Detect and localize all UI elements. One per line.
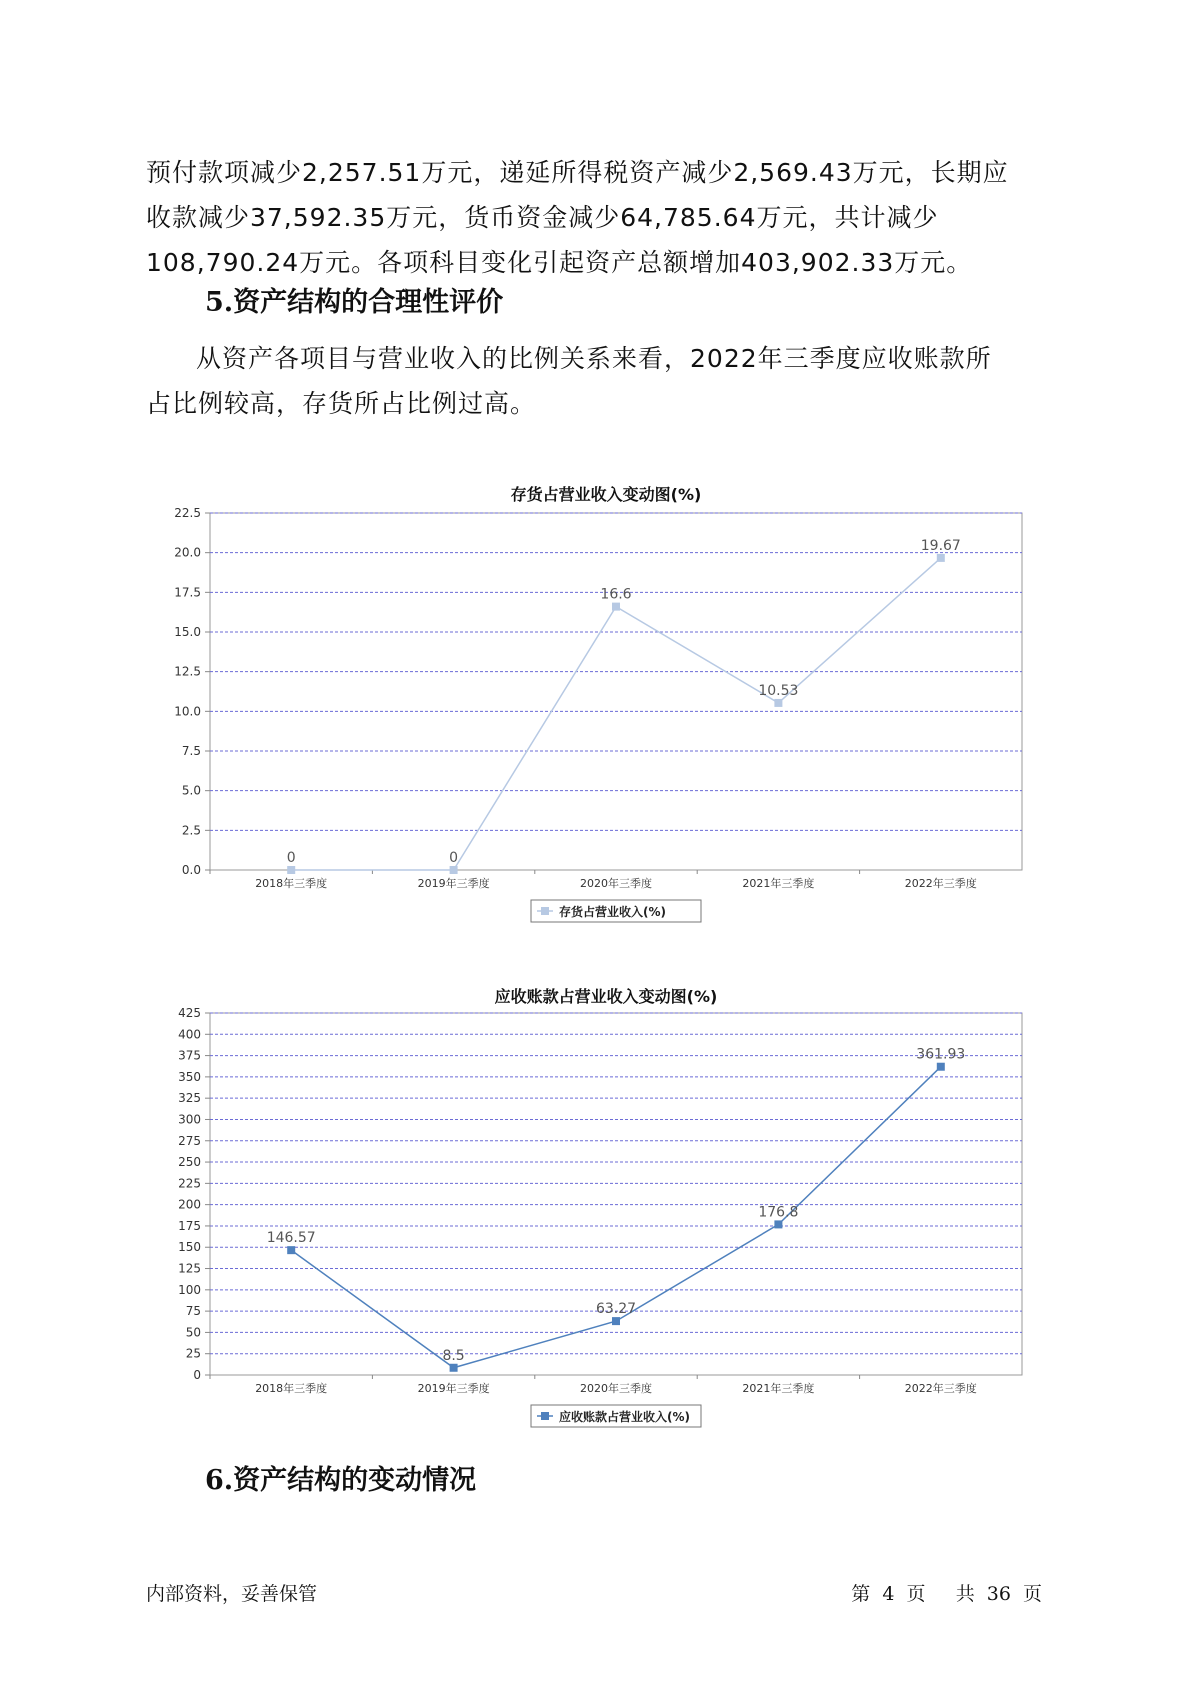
y-tick-label: 0.0 xyxy=(181,863,201,877)
y-tick-label: 425 xyxy=(178,1006,201,1020)
y-tick-label: 22.5 xyxy=(174,506,201,520)
page-current: 4 xyxy=(882,1583,895,1605)
data-point xyxy=(937,1063,945,1071)
total-prefix: 共 xyxy=(955,1583,975,1605)
data-label: 10.53 xyxy=(758,682,799,699)
text-line: 预付款项减少2,257.51万元，递延所得税资产减少2,569.43万元，长期应 xyxy=(146,158,1009,187)
data-point xyxy=(450,866,458,874)
legend-marker xyxy=(541,907,549,915)
data-label: 0 xyxy=(286,850,296,866)
y-tick-label: 50 xyxy=(185,1325,201,1340)
x-tick-label: 2019年三季度 xyxy=(417,877,490,890)
data-label: 19.67 xyxy=(920,537,961,554)
y-tick-label: 10.0 xyxy=(174,704,201,719)
y-tick-label: 200 xyxy=(178,1197,201,1212)
y-tick-label: 0 xyxy=(193,1368,201,1382)
y-tick-label: 275 xyxy=(178,1133,201,1148)
data-point xyxy=(287,1246,295,1254)
data-point xyxy=(287,866,295,874)
section-heading-5: 5.资产结构的合理性评价 xyxy=(205,287,504,318)
y-tick-label: 25 xyxy=(185,1346,201,1361)
y-tick-label: 100 xyxy=(178,1282,201,1297)
x-tick-label: 2022年三季度 xyxy=(904,877,977,890)
total-unit: 页 xyxy=(1022,1583,1042,1605)
x-tick-label: 2021年三季度 xyxy=(742,877,815,890)
data-label: 16.6 xyxy=(600,586,632,603)
text-line: 收款减少37,592.35万元，货币资金减少64,785.64万元，共计减少 xyxy=(146,203,939,232)
receivables-ratio-chart xyxy=(0,1005,1191,1435)
y-tick-label: 375 xyxy=(178,1048,201,1063)
data-point xyxy=(774,699,782,707)
legend-label: 存货占营业收入(%) xyxy=(559,905,666,919)
chart1-title: 存货占营业收入变动图(%) xyxy=(510,485,702,504)
text-line: 从资产各项目与营业收入的比例关系来看，2022年三季度应收账款所 xyxy=(196,344,992,373)
data-point xyxy=(612,603,620,611)
y-tick-label: 2.5 xyxy=(181,823,201,838)
page-prefix: 第 xyxy=(851,1583,871,1605)
data-label: 0 xyxy=(449,850,459,866)
x-tick-label: 2019年三季度 xyxy=(417,1382,490,1395)
page-total: 36 xyxy=(986,1583,1011,1605)
paragraph-rationality xyxy=(146,336,1046,426)
y-tick-label: 325 xyxy=(178,1091,201,1106)
text-line: 108,790.24万元。各项科目变化引起资产总额增加403,902.33万元。 xyxy=(146,248,973,277)
x-tick-label: 2021年三季度 xyxy=(742,1382,815,1395)
y-tick-label: 400 xyxy=(178,1027,201,1042)
y-tick-label: 225 xyxy=(178,1176,201,1191)
x-tick-label: 2020年三季度 xyxy=(580,1382,652,1395)
y-tick-label: 125 xyxy=(178,1261,201,1276)
data-point xyxy=(612,1317,620,1325)
legend-marker xyxy=(541,1412,549,1420)
x-tick-label: 2020年三季度 xyxy=(580,877,652,890)
y-tick-label: 350 xyxy=(178,1069,201,1084)
data-label: 146.57 xyxy=(266,1230,316,1247)
y-tick-label: 20.0 xyxy=(174,545,201,560)
y-tick-label: 150 xyxy=(178,1240,201,1255)
inventory-ratio-chart xyxy=(0,500,1191,940)
confidential-note: 内部资料，妥善保管 xyxy=(146,1583,318,1605)
legend-label: 应收账款占营业收入(%) xyxy=(559,1410,690,1424)
data-point xyxy=(937,554,945,562)
y-tick-label: 7.5 xyxy=(181,744,201,758)
y-tick-label: 5.0 xyxy=(181,783,201,798)
plot-area xyxy=(210,513,1022,870)
data-label: 63.27 xyxy=(595,1301,637,1318)
x-tick-label: 2018年三季度 xyxy=(255,1382,328,1395)
data-point xyxy=(450,1364,458,1372)
y-tick-label: 175 xyxy=(178,1218,201,1233)
x-tick-label: 2022年三季度 xyxy=(904,1382,977,1395)
y-tick-label: 75 xyxy=(185,1304,201,1319)
section-heading-6: 6.资产结构的变动情况 xyxy=(205,1465,477,1496)
chart2-title: 应收账款占营业收入变动图(%) xyxy=(494,987,718,1006)
paragraph-asset-changes xyxy=(146,150,1046,285)
y-tick-label: 15.0 xyxy=(174,625,201,639)
x-tick-label: 2018年三季度 xyxy=(255,877,328,890)
page-unit: 页 xyxy=(906,1583,926,1605)
y-tick-label: 250 xyxy=(178,1155,201,1170)
data-label: 176.8 xyxy=(758,1204,799,1221)
page-number xyxy=(848,1579,1045,1606)
data-label: 361.93 xyxy=(916,1046,966,1063)
data-point xyxy=(774,1220,782,1228)
y-tick-label: 300 xyxy=(178,1112,201,1127)
y-tick-label: 17.5 xyxy=(174,585,201,600)
data-label: 8.5 xyxy=(442,1347,465,1364)
text-line: 占比例较高，存货所占比例过高。 xyxy=(146,389,537,418)
y-tick-label: 12.5 xyxy=(174,664,201,679)
